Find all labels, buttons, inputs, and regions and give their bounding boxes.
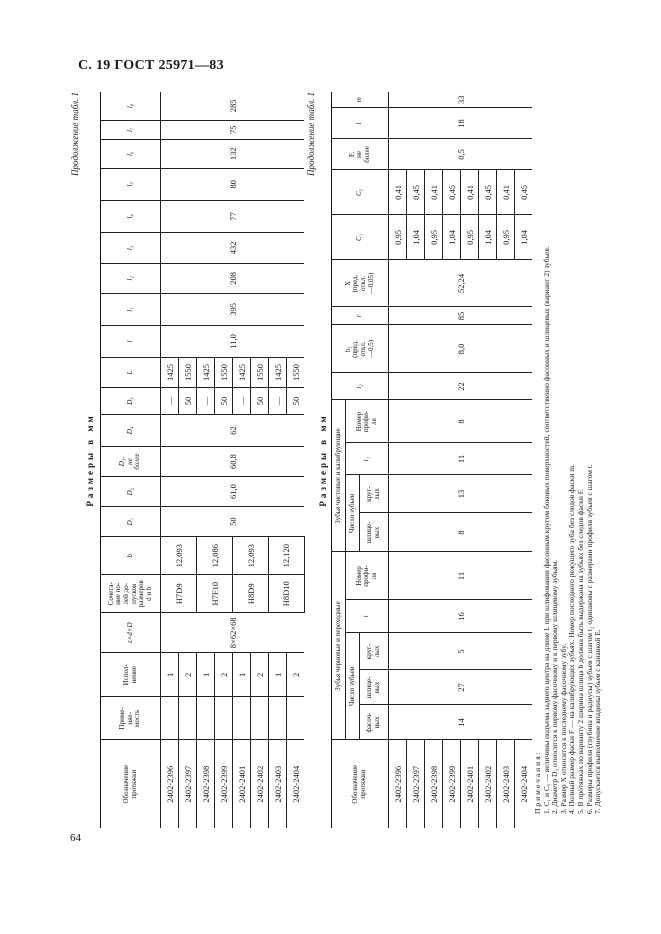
page-header: С. 19 ГОСТ 25971—83 [78,58,224,73]
C5-cell: 0,41 [389,170,407,215]
l8-cell: 285 [161,92,305,120]
header-rough-chamfer: фасоч- ных [360,705,389,740]
table-row [161,92,179,828]
applicability-cell [215,697,233,740]
header-F: F, не более [332,139,389,170]
note-item: 7. Допускается выполнение впадины зубьев с канавкой E. [593,629,603,814]
D5-cell: 50 [287,388,305,415]
header-t2: t₂ [332,373,389,400]
L-cell: 1550 [179,357,197,387]
header-finish-spline: шлице- вых [360,513,389,552]
header-D4: D₄ [101,415,161,447]
note-item: 5. В протяжках по варианту 2 ширина шлица b должна быть выдержана на зубьях без следов фаски F. [575,488,585,814]
C5-cell: 0,45 [407,170,425,215]
zdD-cell: 8×62×68 [161,613,305,653]
D5-cell: — [161,388,179,415]
b-cell: 12,120 [269,537,305,575]
C5-cell: 0,41 [461,170,479,215]
header-L: L [101,357,161,387]
l7-cell: 75 [161,120,305,139]
header-l2: l₂ [101,263,161,293]
finish-spline-cell: 8 [389,513,533,552]
header-l5: l₅ [101,168,161,200]
header-r: r [332,307,389,325]
rough-round-cell: 5 [389,633,533,670]
version-cell: 1 [233,653,251,697]
L-cell: 1550 [251,357,269,387]
L-cell: 1550 [215,357,233,387]
table-2 [331,92,532,828]
t-cell: 16 [389,600,533,633]
header-l: l [101,325,161,357]
D5-cell: 50 [251,388,269,415]
header-l3: l₃ [101,232,161,263]
version-cell: 2 [215,653,233,697]
L-cell: 1550 [287,357,305,387]
tolerance-cell: H8D9 [233,575,269,613]
designation-cell: 2402-2398 [425,740,443,828]
notes [534,92,603,828]
rough-profile-cell: 11 [389,552,533,600]
note-item: 6. Размеры профиля (глубина и радиусы) зубьев с шагом t₂ одинаковы с размерами профиля зубьев с шагом t. [584,464,594,814]
applicability-cell [179,697,197,740]
designation-cell: 2402-2396 [161,740,179,828]
version-cell: 2 [251,653,269,697]
designation-cell: 2402-2397 [407,740,425,828]
t1-cell: 11 [389,443,533,475]
designation-cell: 2402-2397 [179,740,197,828]
header-designation: Обозначение протяжки [101,740,161,828]
designation-cell: 2402-2404 [515,740,533,828]
l4-cell: 77 [161,200,305,232]
note-item: 2. Диаметр D₃ относится к первому фасочному и к первому шлицевому зубьям. [550,559,560,814]
notes-title: Примечания: [533,750,542,814]
C5-cell: 0,45 [479,170,497,215]
note-item: 3. Размер X относится к последнему фасочному зубу. [558,643,568,814]
applicability-cell [287,697,305,740]
C5-cell: 0,45 [515,170,533,215]
table-1 [100,92,305,828]
l5-cell: 80 [161,168,305,200]
header-rough-teeth-count: Число зубьев [346,633,360,740]
continuation-label: Продолжение табл. 1 [70,92,80,176]
designation-cell: 2402-2399 [443,740,461,828]
C5-cell: 0,41 [425,170,443,215]
L-cell: 1425 [233,357,251,387]
note-item: 1. C₁ и C₅ — величины подъема заднего центра на длине L при шлифовании фасонным кругом боковых поверхностей, соответственно фасонных и шлицевых (вариант 2) зубьев. [541,246,551,814]
header-finish-profile: Номер профи- ля [346,400,389,443]
header-C1: C₁ [332,215,389,260]
header-D5: D₅ [101,388,161,415]
D5-cell: 50 [179,388,197,415]
L-cell: 1425 [161,357,179,387]
applicability-cell [197,697,215,740]
D4-cell: 62 [161,415,305,447]
C1-cell: 0,95 [425,215,443,260]
header-l: l [332,108,389,139]
version-cell: 1 [197,653,215,697]
note-item: 4. Полный размер фаски F — на калибрующих зубьях. Номер последнего режущего зуба без следов фаски m. [567,464,577,814]
C5-cell: 0,41 [497,170,515,215]
header-designation: Обозначение протяжки [332,740,389,828]
applicability-cell [251,697,269,740]
C1-cell: 1,04 [479,215,497,260]
rough-chamfer-cell: 14 [389,705,533,740]
D5-cell: — [269,388,287,415]
rough-spline-cell: 27 [389,670,533,705]
designation-cell: 2402-2404 [287,740,305,828]
finish-round-cell: 13 [389,475,533,513]
applicability-cell [161,697,179,740]
tolerance-cell: H8D10 [269,575,305,613]
header-finish-round: круг- лых [360,475,389,513]
designation-cell: 2402-2396 [389,740,407,828]
header-finish-teeth: Зубья чистовые и калибрующие [332,400,346,552]
header-l6: l₆ [101,139,161,168]
t2-cell: 22 [389,373,533,400]
L-cell: 1425 [269,357,287,387]
C5-cell: 0,45 [443,170,461,215]
table-row [389,92,407,828]
C1-cell: 0,95 [461,215,479,260]
version-cell: 1 [269,653,287,697]
m-cell: 33 [389,92,533,108]
designation-cell: 2402-2401 [233,740,251,828]
header-l7: l₇ [101,120,161,139]
designation-cell: 2402-2402 [251,740,269,828]
L-cell: 1425 [197,357,215,387]
l3-cell: 432 [161,232,305,263]
header-t1: t₁ [346,443,389,475]
header-rough-round: круг- лых [360,633,389,670]
b-cell: 12,093 [161,537,197,575]
designation-cell: 2402-2403 [269,740,287,828]
l2-cell: 208 [161,263,305,293]
designation-cell: 2402-2402 [479,740,497,828]
version-cell: 2 [179,653,197,697]
l1-cell: 395 [161,293,305,325]
page-number: 64 [70,832,81,844]
D2-cell: 61,0 [161,477,305,507]
units-caption: Размеры в мм [85,413,95,507]
header-b: b [101,537,161,575]
l6-cell: 132 [161,139,305,168]
header-rough-spline: шлице- вых [360,670,389,705]
X-cell: 52,24 [389,260,533,307]
header-D3: D₃, не более [101,447,161,477]
tolerance-cell: H7F10 [197,575,233,613]
designation-cell: 2402-2399 [215,740,233,828]
D5-cell: 50 [215,388,233,415]
header-finish-teeth-count: Число зубьев [346,475,360,552]
C1-cell: 0,95 [497,215,515,260]
applicability-cell [233,697,251,740]
rotated-content [68,92,614,828]
D5-cell: — [197,388,215,415]
designation-cell: 2402-2401 [461,740,479,828]
b1-cell: 8,0 [389,325,533,373]
C1-cell: 1,04 [407,215,425,260]
header-version: Испол- нение [101,653,161,697]
designation-cell: 2402-2403 [497,740,515,828]
header-l8: l₈ [101,92,161,120]
header-rough-teeth: Зубья черновые и переходные [332,552,346,740]
r-cell: 85 [389,307,533,325]
header-l4: l₄ [101,200,161,232]
designation-cell: 2402-2398 [197,740,215,828]
finish-profile-cell: 8 [389,400,533,443]
header-X: X (пред. откл. —0,05) [332,260,389,307]
applicability-cell [269,697,287,740]
header-m: m [332,92,389,108]
F-cell: 0,5 [389,139,533,170]
D1-cell: 50 [161,507,305,537]
D3-cell: 60,8 [161,447,305,477]
header-t: t [346,600,389,633]
b-cell: 12,086 [197,537,233,575]
version-cell: 2 [287,653,305,697]
header-tolerance: Сочета- ние по- лей до- пусков размеров d и b [101,575,161,613]
b-cell: 12,093 [233,537,269,575]
header-l1: l₁ [101,293,161,325]
l-cell: 11,0 [161,325,305,357]
continuation-label: Продолжение табл. 1 [306,92,316,176]
header-zdD: z×d×D [101,613,161,653]
C1-cell: 1,04 [443,215,461,260]
header-applicability: Приме- няе- мость [101,697,161,740]
C1-cell: 1,04 [515,215,533,260]
header-D2: D₂ [101,477,161,507]
header-b1: b₁ (пред. откл. —0,5) [332,325,389,373]
tolerance-cell: H7D9 [161,575,197,613]
C1-cell: 0,95 [389,215,407,260]
header-C5: C₅ [332,170,389,215]
header-D1: D₁ [101,507,161,537]
version-cell: 1 [161,653,179,697]
l-cell: 18 [389,108,533,139]
D5-cell: — [233,388,251,415]
units-caption: Размеры в мм [318,413,328,507]
header-rough-profile: Номер профи- ля [346,552,389,600]
